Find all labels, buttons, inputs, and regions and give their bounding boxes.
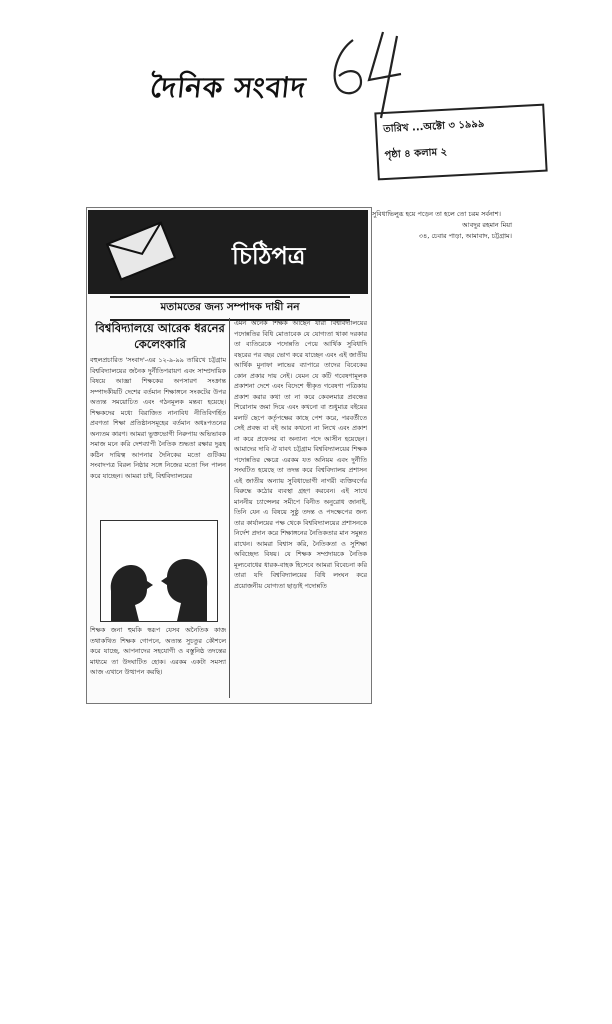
article-column-left-bottom: শিক্ষক জনা হুমকি স্বরূপ যেসব অনৈতিক কাজ তথাকথিত শিক্ষক গোপনে, অত্যন্ত সুচতুর কৌশলে করে যাচ্ছে, আপনাদের সহযোগী ও বস্তুনিষ্ঠ তদন্তের মাধ্যমে তা উদঘাটিত হোক। এরকম একটা সমস্যা আজ এখানে উত্থাপন করছি। bbox=[90, 626, 226, 676]
article-column-left-top: বহুলপ্রচারিত 'সংবাদ'-এর ১২-৯-৯৯ তারিখে চট্টগ্রাম বিশ্ববিদ্যালয়ের জনৈক দুর্নীতিপরায়ণ এবং সাম্প্রদায়িক বিষয়ে আজ্ঞা শিক্ষকের অপসারণ সংক্রান্ত সম্পাদকীয়টি দেশের বর্তমান শিক্ষাঙ্গনে সংকটের উপর অত্যন্ত সময়োচিত এবং গঠনমূলক মন্তব্য হয়েছে। শিক্ষকদের মধ্যে বিরাজিত নানাবিধ নীতিবিগর্হিত প্রবণতা শিক্ষা প্রতিষ্ঠানসমূহের বর্তমান অধঃপতনের অন্যতম কারণ। আমরা ভুক্তভোগী নিরুপায় অভিভাবক সমাজ মনে করি দেশব্যাপী নৈতিক শুদ্ধতা রক্ষার দুরূহ কঠিন দায়িত্ব আপনার দৈনিকের মতো গুটিকয় সংবাদপত্র বিরল নিষ্ঠার সঙ্গে নিজের মতো দিন পালন করে যাচ্ছেন। আমরা চাই, বিশ্ববিদ্যালয়ের bbox=[90, 356, 226, 480]
stamp-page-row bbox=[384, 145, 447, 165]
snippet-address: ৩৪, চেবার পাড়া, আমাবাদ, চট্টগ্রাম। bbox=[418, 232, 512, 240]
column-divider bbox=[229, 318, 230, 698]
stamp-page-label: পৃষ্ঠা bbox=[384, 149, 402, 162]
stamp-column-value: ২ bbox=[440, 146, 448, 159]
section-title: চিঠিপত্র bbox=[232, 242, 306, 270]
letter-ending-snippet bbox=[372, 210, 512, 286]
editor-disclaimer: মতামতের জন্য সম্পাদক দায়ী নন bbox=[110, 296, 350, 321]
stamp-column-label: কলাম bbox=[413, 147, 438, 160]
envelope-icon bbox=[98, 214, 184, 288]
handwritten-number-text: 64 bbox=[325, 22, 327, 23]
handwritten-page-number bbox=[325, 22, 415, 122]
date-stamp bbox=[374, 104, 547, 181]
stamp-date-row bbox=[383, 117, 485, 139]
snippet-text: সুবিধাভিলুব্ধ হয়ে পড়েন তা হলে তো চরম সর্বনাশ। bbox=[372, 210, 501, 218]
stamp-page-value: ৪ bbox=[403, 148, 412, 160]
stamp-date-label: তারিখ bbox=[382, 122, 409, 136]
stamp-date-value: ...অক্টো ৩ ১৯৯৯ bbox=[411, 118, 485, 134]
newspaper-masthead: দৈনিক সংবাদ bbox=[148, 71, 309, 104]
two-faces-illustration bbox=[100, 520, 218, 622]
article-column-right: এমন অনেক শিক্ষক আছেন যারা বিশ্ববিদ্যালয়ের পদোন্নতির বিধি মোতাবেক যে যোগ্যতা থাকা দরকার তা ব্যতিরেকে পদোন্নতি পেয়ে আর্থিক সুবিধাদি বছরের পর বছর ভোগ করে যাচ্ছেন এবং এই জাতীয় আর্থিক মুনাফা লাভের ব্যাপারে তাদের বিবেকের কোন প্রকার দায় নেই। যেমন যে কটি গবেষণামূলক প্রকাশনা দেশে এবং বিদেশে স্বীকৃত গবেষণা পত্রিকায় প্রকাশ করার কথা তা না করে কেবলমাত্র প্রবন্ধের শিরোনাম জমা দিয়ে এবং কখনো বা শুধুমাত্র বইয়ের মলাট ছেপে কর্তৃপক্ষের কাছে পেশ করে, পরবর্তীতে সেই প্রবন্ধ বা বই আর কখনো না লিখে এবং প্রকাশ না করে প্রফেসর বা অন্যান্য পদে আসীন হয়েছেন। আমাদের দাবি ঐ যাবৎ চট্টগ্রাম বিশ্ববিদ্যালয়ের শিক্ষক পদোন্নতির ক্ষেত্রে এরকম যত অনিয়ম এবং দুর্নীতি সংঘটিত হয়েছে তা তদন্ত করে বিশ্ববিদ্যালয় প্রশাসন এই জাতীয় অন্যায় সুবিধাভোগী নাগরী ব্যক্তিবর্গের বিরুদ্ধে কঠোর ব্যবস্থা গ্রহণ করবেন। এই সাথে মাননীয় চ্যান্সেলর সমীপে বিনীত অনুরোধ জানাই, তিনি যেন এ বিষয়ে সুষ্ঠু তদন্ত ও পদক্ষেপের জন্য তার কার্যালয়ের পক্ষ থেকে বিশ্ববিদ্যালয়ের প্রশাসনকে নির্দেশ প্রদান করে শিক্ষাঙ্গনের নৈতিকতার মান সমুন্নত রাখেন। আমরা বিশ্বাস করি, নৈতিকতা ও সুশিক্ষা অবিচ্ছেদ্য বিষয়। যে শিক্ষক সম্প্রদায়কে নৈতিক মূল্যবোধের ধারক-বাহক হিসেবে আমরা বিবেচনা করি তারা যদি বিশ্ববিদ্যালয়ের বিধি লংঘন করে প্রয়োজনীয় যোগ্যতা ছাড়াই পদোন্নতি bbox=[234, 319, 367, 590]
article-headline: বিশ্ববিদ্যালয়ে আরেক ধরনের কেলেংকারি bbox=[95, 321, 225, 351]
snippet-author: আবদুর রহমান মিয়া bbox=[462, 221, 512, 229]
